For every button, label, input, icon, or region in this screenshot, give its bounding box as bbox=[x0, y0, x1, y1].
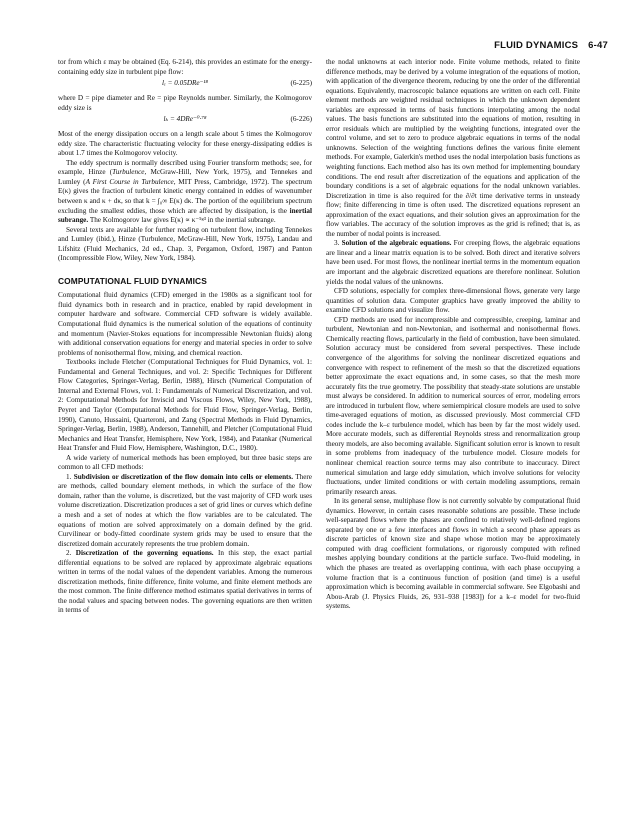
citation-title: A First Course in Turbulence bbox=[85, 177, 174, 186]
text-run: , McGraw-Hill, New York, 1975), and Tennekes and Lumley ( bbox=[58, 168, 313, 186]
text-run: , MIT Press, Cambridge, 1972). The spectrum E(κ) gives the fraction of turbulent kinetic energy contained in eddies of wavenumber between κ and κ + dκ, so that k = ∫₀∞ E(κ) dκ. The portion of the equilibrium spectrum excluding the smallest eddies, those which are affected by dissipation, is the bbox=[58, 177, 313, 215]
step-title: Solution of the algebraic equations. bbox=[341, 239, 452, 248]
step-number: 1. bbox=[66, 472, 74, 481]
paragraph: CFD solutions, especially for complex three-dimensional flows, generate very large quantities of solution data. Computer graphics have greatly improved the ability to examine CFD solutions and visualize flow. bbox=[326, 287, 580, 315]
page-number: 6-47 bbox=[588, 40, 608, 51]
equation-expression: lₑ = 0.05DRe⁻¹⁸ bbox=[161, 79, 209, 88]
paragraph: tor from which ε may be obtained (Eq. 6-214), this provides an estimate for the energy-containing eddy size in turbulent pipe flow: bbox=[58, 58, 312, 76]
paragraph: Textbooks include Fletcher (Computational Techniques for Fluid Dynamics, vol. 1: Fundamental and General Techniques, and vol. 2: Specific Techniques for Different Flow Categories, Springer-Verlag, Berlin, 1988), Hirsch (Numerical Computation of Internal and External Flows, vol. 1: Fundamentals of Numerical Discretization, and vol. 2: Computational Methods for Inviscid and Viscous Flows, Wiley, New York, 1988), Peyret and Taylor (Computational Methods for Fluid Flow, Springer-Verlag, Berlin, 1990), Canuto, Hussaini, Quarteroni, and Zang (Spectral Methods in Fluid Dynamics, Springer-Verlag, Berlin, 1988), Anderson, Tannehill, and Pletcher (Computational Fluid Mechanics and Heat Transfer, Hemisphere, New York, 1984), and Patankar (Numerical Heat Transfer and Fluid Flow, Hemisphere, Washington, D.C., 1980). bbox=[58, 358, 312, 453]
equation-number: (6-226) bbox=[290, 115, 312, 124]
step-number: 3. bbox=[334, 239, 342, 248]
step-text: In this step, the exact partial differential equations to be solved are replaced by approximate algebraic equations written in terms of the nodal values of the dependent variables. Among the numerous discretization methods, finite difference, finite volume, and finite element methods are the most common. The finite difference method estimates spatial derivatives in terms of the nodal values and spacing between nodes. The governing equations are then written in terms of bbox=[58, 549, 312, 615]
step-text: For creeping flows, the algebraic equations are linear and a linear matrix equation is to be solved. Both direct and iterative solvers have been used. For most flows, the nonlinear inertial terms in the momentum equation are important and the algebraic discretized equations are therefore nonlinear. Solution yields the nodal values of the unknowns. bbox=[326, 239, 580, 286]
citation-title: Turbulence bbox=[112, 168, 145, 177]
key-term: inertial subrange. bbox=[58, 206, 312, 225]
step-title: Discretization of the governing equations. bbox=[75, 549, 214, 558]
list-step-1 bbox=[58, 473, 312, 549]
running-header bbox=[494, 40, 608, 51]
step-text: There are methods, called boundary element methods, in which the surface of the flow domain, rather than the volume, is discretized, but the vast majority of CFD work uses volume discretization. Discretization produces a set of grid lines or curves which define a mesh and a set of nodes at which the flow variables are to be calculated. The equations of motion are solved approximately on a domain defined by the grid. Curvilinear or body-fitted coordinate system grids may be used to ensure that the discretized domain accurately represents the true problem domain. bbox=[58, 472, 312, 548]
paragraph: Several texts are available for further reading on turbulent flow, including Tennekes and Lumley (ibid.), Hinze (Turbulence, McGraw-Hill, New York, 1975), Landau and Lifshitz (Fluid Mechanics, 2d ed., Chap. 3, Pergamon, Oxford, 1987) and Panton (Incompressible Flow, Wiley, New York, 1984). bbox=[58, 225, 312, 263]
right-column bbox=[326, 58, 580, 612]
header-title: FLUID DYNAMICS bbox=[494, 40, 579, 51]
equation-6-226 bbox=[58, 115, 312, 128]
list-step-2 bbox=[58, 549, 312, 616]
equation-expression: lₖ = 4DRe⁻⁰·⁷⁸ bbox=[163, 115, 207, 124]
paragraph bbox=[58, 159, 312, 226]
paragraph: CFD methods are used for incompressible and compressible, creeping, laminar and turbulent, Newtonian and non-Newtonian, and isothermal and nonisothermal flows. Chemically reacting flows, particularly in the field of combustion, have been simulated. Solution accuracy must be considered from several perspectives. These include convergence of the algorithms for solving the nonlinear discretized equations and convergence with respect to refinement of the mesh so that the discretized equations better approximate the exact equations and, in some cases, so that the mesh more accurately fits the true geometry. The possibility that steady-state solutions are unstable must always be considered. In addition to numerical sources of error, modeling errors are introduced in turbulent flow, where semiempirical closure models are used to solve time-averaged equations of motion, as discussed previously. Most commercial CFD codes include the k–ε turbulence model, which has been by far the most widely used. More accurate models, such as differential Reynolds stress and renormalization group theory models, are also becoming available. Significant solution error is known to result in some problems from inadequacy of the turbulence model. Closure models for nonlinear chemical reaction source terms may also contribute to inaccuracy. Direct numerical simulation and large eddy simulation, which involve solutions for velocity fluctuations, under limited conditions or with certain modeling assumptions, remain primarily research areas. bbox=[326, 315, 580, 496]
text-run: The Kolmogorov law gives E(κ) ∝ κ⁻⁵ᵍ³ in the inertial subrange. bbox=[88, 216, 276, 225]
paragraph: A wide variety of numerical methods has been employed, but three basic steps are common to all CFD methods: bbox=[58, 453, 312, 472]
paragraph: where D = pipe diameter and Re = pipe Reynolds number. Similarly, the Kolmogorov eddy size is bbox=[58, 94, 312, 112]
step-number: 2. bbox=[66, 549, 76, 558]
paragraph: Computational fluid dynamics (CFD) emerged in the 1980s as a significant tool for fluid dynamics both in research and in practice, enabled by rapid development in computer hardware and software. Commercial CFD software is widely available. Computational fluid dynamics is the numerical solution of the equations of continuity and momentum (Navier-Stokes equations for incompressible Newtonian fluids) along with additional conservation equations for energy and material species in order to solve problems of nonisothermal flow, mixing, and chemical reaction. bbox=[58, 291, 312, 357]
section-heading: COMPUTATIONAL FLUID DYNAMICS bbox=[58, 275, 207, 286]
step-title: Subdivision or discretization of the flow domain into cells or elements. bbox=[73, 472, 294, 481]
left-column bbox=[58, 58, 312, 616]
equation-number: (6-225) bbox=[290, 79, 312, 88]
text-run: The eddy spectrum is normally described using Fourier transform methods; see, for example, Hinze ( bbox=[58, 158, 312, 177]
paragraph: the nodal unknowns at each interior node. Finite volume methods, related to finite difference methods, may be derived by a volume integration of the equations of motion, with application of the divergence theorem, reducing by one the order of the differential equations. Equivalently, macroscopic balance equations are written on each cell. Finite element methods are weighted residual techniques in which the unknown dependent variables are expressed in terms of basis functions interpolating among the nodal values. The basis functions are substituted into the equations of motion, resulting in error residuals which are multiplied by the weighting functions, integrated over the control volume, and set to zero to produce algebraic equations in terms of the nodal unknowns. Selection of the weighting functions defines the various finite element methods. For example, Galerkin's method uses the nodal interpolation basis functions as weighting functions. Each method also has its own method for implementing boundary conditions. The end result after discretization of the equations and application of the boundary conditions is a set of algebraic equations for the nodal unknown variables. Discretization in time is also required for the ∂/∂t time derivative terms in unsteady flow; finite differencing in time is often used. The discretized equations represent an approximation of the exact equations, and their solution gives an approximation for the flow variables. The accuracy of the solution improves as the grid is refined; that is, as the number of nodal points is increased. bbox=[326, 58, 580, 238]
paragraph: In its general sense, multiphase flow is not currently solvable by computational fluid dynamics. However, in certain cases reasonable solutions are possible. These include well-separated flows where the phases are confined to relatively well-defined regions separated by one or a few interfaces and flows in which a second phase appears as discrete particles of known size and shape whose motion may be approximately computed with drag coefficient formulations, or rigorously computed with refined meshes applying boundary conditions at the particle surface. Two-fluid modeling, in which the phases are treated as overlapping continua, with each phase occupying a volume fraction that is a continuous function of position (and time) is a useful approximation which is becoming available in commercial software. See Elgobashi and Abou-Arab (J. Physics Fluids, 26, 931–938 [1983]) for a k–ε model for two-fluid systems. bbox=[326, 497, 580, 611]
paragraph: Most of the energy dissipation occurs on a length scale about 5 times the Kolmogorov eddy size. The characteristic fluctuating velocity for these energy-dissipating eddies is about 1.7 times the Kolmogorov velocity. bbox=[58, 130, 312, 158]
list-step-3 bbox=[326, 239, 580, 287]
equation-6-225 bbox=[58, 79, 312, 92]
